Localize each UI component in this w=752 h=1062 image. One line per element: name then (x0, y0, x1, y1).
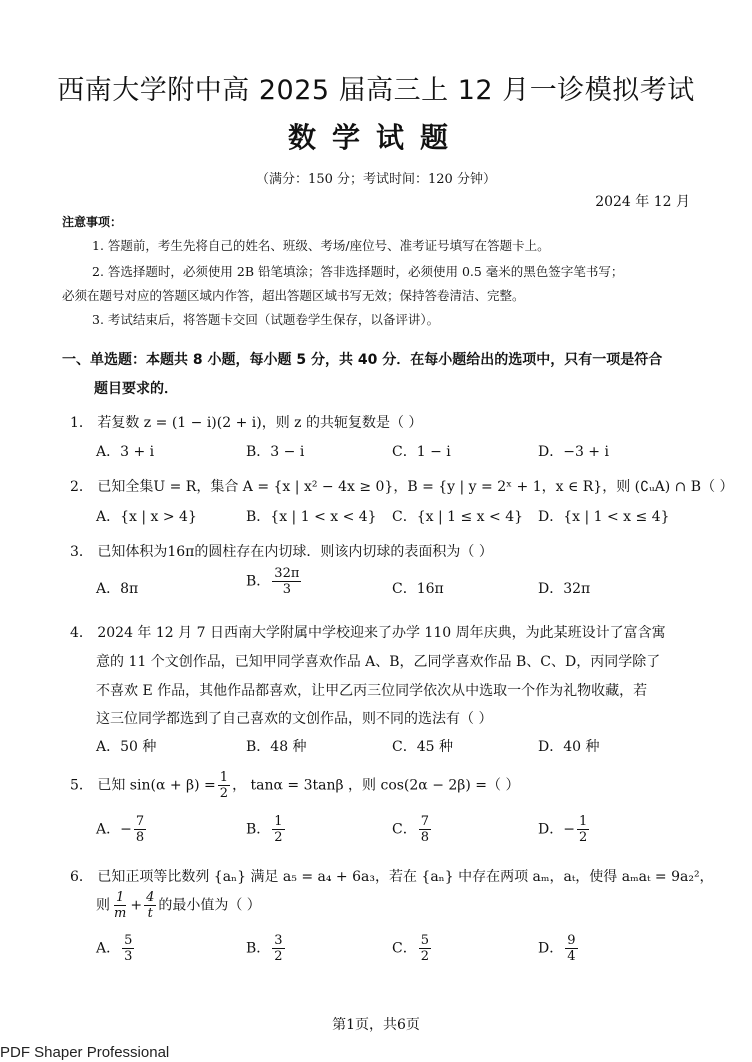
note-item-2: 2. 答选择题时，必须使用 2B 铅笔填涂；答非选择题时，必须使用 0.5 毫米的黑色签字笔书写； (92, 264, 624, 279)
q2-option-a: A．{x | x > 4} (96, 509, 197, 525)
question-6-stem-line-1: 6． 已知正项等比数列 {aₙ} 满足 a₅ = a₄ + 6a₃，若在 {aₙ} 中存在两项 aₘ，aₜ，使得 aₘaₜ = 9a₂²， (70, 869, 714, 885)
q1-option-d: D．−3 + i (538, 444, 609, 460)
q4-option-b: B．48 种 (246, 739, 307, 755)
fraction-denominator: 8 (135, 830, 145, 845)
q5-option-b-label: B． (246, 821, 271, 838)
q6-option-d-label: D． (538, 940, 564, 957)
watermark: PDF Shaper Professional (0, 1044, 170, 1061)
exam-date: 2024 年 12 月 (595, 194, 690, 210)
question-5-stem (70, 770, 519, 801)
q6-option-d-fraction (565, 933, 577, 964)
section-line-2: 题目要求的． (94, 381, 178, 397)
q6-stem-suffix: 的最小值为（ ） (158, 897, 261, 914)
fraction-denominator: m (114, 906, 127, 921)
q4-option-d: D．40 种 (538, 739, 600, 755)
fraction-denominator: 2 (274, 949, 283, 964)
q6-option-a-fraction (122, 933, 134, 964)
fraction-numerator: 3 (274, 933, 283, 948)
fraction-denominator: 8 (420, 830, 429, 845)
fraction-denominator: 2 (420, 949, 429, 964)
fraction-numerator: 1 (219, 770, 229, 785)
page-footer: 第1页，共6页 (332, 1017, 420, 1033)
q3-option-b-fraction (272, 566, 301, 597)
q5-option-b-fraction (272, 814, 284, 845)
q5-option-a-label: A．− (96, 821, 132, 838)
q6-option-c-fraction (419, 933, 431, 964)
q6-stem-fraction-1 (112, 890, 128, 921)
q5-stem-part-a: 5． 已知 sin(α + β) = (70, 777, 216, 794)
fraction-numerator: 4 (146, 890, 155, 905)
section-line-1: 一、单选题：本题共 8 小题，每小题 5 分，共 40 分．在每小题给出的选项中，只有一项是符合 (62, 352, 663, 368)
q5-option-c-fraction (419, 814, 431, 845)
q6-option-b-label: B． (246, 940, 271, 957)
q5-option-d-label: D．− (538, 821, 575, 838)
q6-option-c-label: C． (392, 940, 417, 957)
fraction-denominator: 3 (124, 949, 133, 964)
note-item-2-cont: 必须在题号对应的答题区域内作答，超出答题区域书写无效；保持答卷清洁、完整。 (62, 288, 525, 303)
fraction-numerator: 1 (578, 814, 588, 829)
q4-option-c: C．45 种 (392, 739, 453, 755)
q5-option-d-fraction (577, 814, 589, 845)
fraction-numerator: 32π (274, 566, 300, 581)
exam-title: 西南大学附中高 2025 届高三上 12 月一诊模拟考试 (57, 75, 695, 106)
q6-option-a-label: A． (96, 940, 121, 957)
fraction-denominator: 2 (578, 830, 588, 845)
note-item-1: 1. 答题前，考生先将自己的姓名、班级、考场/座位号、准考证号填写在答题卡上。 (92, 238, 550, 253)
q1-option-a: A．3 + i (96, 444, 155, 460)
q5-option-c (392, 814, 433, 845)
question-4-stem-line-3: 不喜欢 E 作品，其他作品都喜欢，让甲乙丙三位同学依次从中选取一个作为礼物收藏，若 (96, 683, 648, 699)
q2-option-c: C．{x | 1 ≤ x < 4} (392, 509, 524, 525)
fraction-numerator: 7 (135, 814, 145, 829)
q2-option-d: D．{x | 1 < x ≤ 4} (538, 509, 670, 525)
question-4-stem-line-2: 意的 11 个文创作品，已知甲同学喜欢作品 A、B，乙同学喜欢作品 B、C、D，丙同学除了 (96, 654, 661, 670)
q6-option-a (96, 933, 136, 964)
fraction-numerator: 5 (124, 933, 133, 948)
q6-stem-fraction-2 (144, 890, 156, 921)
q6-stem-plus: + (130, 897, 143, 914)
question-3-stem: 3． 已知体积为16π的圆柱存在内切球．则该内切球的表面积为（ ） (70, 544, 493, 560)
section-heading (62, 346, 702, 404)
question-4-stem-line-4: 这三位同学都选到了自己喜欢的文创作品，则不同的选法有（ ） (96, 711, 493, 727)
note-item-3: 3. 考试结束后，将答题卡交回（试题卷学生保存，以备评讲）。 (92, 312, 440, 327)
q5-option-a-fraction (134, 814, 146, 845)
fraction-numerator: 7 (420, 814, 429, 829)
fraction-denominator: t (147, 906, 153, 921)
q5-option-a (96, 814, 148, 845)
q3-option-c: C．16π (392, 581, 444, 597)
notes-title: 注意事项： (62, 215, 123, 229)
question-6-stem-line-2 (96, 890, 261, 921)
q6-option-b-fraction (272, 933, 284, 964)
q6-option-b (246, 933, 287, 964)
exam-meta: （满分：150 分；考试时间：120 分钟） (256, 172, 496, 187)
q5-option-d (538, 814, 591, 845)
q5-option-c-label: C． (392, 821, 417, 838)
question-4-stem-line-1: 4． 2024 年 12 月 7 日西南大学附属中学校迎来了办学 110 周年庆典，为此某班设计了富含寓 (70, 625, 666, 641)
q1-option-c: C．1 − i (392, 444, 451, 460)
q3-option-b-label: B． (246, 573, 271, 590)
fraction-denominator: 4 (567, 949, 576, 964)
fraction-numerator: 1 (116, 890, 125, 905)
q5-stem-fraction (218, 770, 230, 801)
fraction-numerator: 5 (420, 933, 429, 948)
q1-option-b: B．3 − i (246, 444, 305, 460)
q5-option-b (246, 814, 287, 845)
q6-option-d (538, 933, 580, 964)
fraction-denominator: 2 (219, 786, 229, 801)
question-1-stem: 1． 若复数 z = (1 − i)(2 + i)，则 z 的共轭复数是（ ） (70, 415, 423, 431)
q3-option-d: D．32π (538, 581, 591, 597)
q2-option-b: B．{x | 1 < x < 4} (246, 509, 377, 525)
q6-option-c (392, 933, 433, 964)
q6-stem-prefix: 则 (96, 897, 110, 914)
fraction-denominator: 3 (282, 582, 291, 597)
q3-option-a: A．8π (96, 581, 139, 597)
fraction-denominator: 2 (274, 830, 283, 845)
question-2-stem: 2． 已知全集U = R，集合 A = {x | x² − 4x ≥ 0}，B = {y | y = 2ˣ + 1，x ∈ R}，则 (∁ᵤA) ∩ B（ ） (70, 479, 734, 495)
q4-option-a: A．50 种 (96, 739, 157, 755)
q3-option-b (246, 566, 303, 597)
exam-subject: 数学试题 (287, 121, 464, 154)
fraction-numerator: 1 (274, 814, 283, 829)
fraction-numerator: 9 (567, 933, 576, 948)
q5-stem-part-b: ， tanα = 3tanβ ，则 cos(2α − 2β) =（ ） (232, 777, 520, 794)
